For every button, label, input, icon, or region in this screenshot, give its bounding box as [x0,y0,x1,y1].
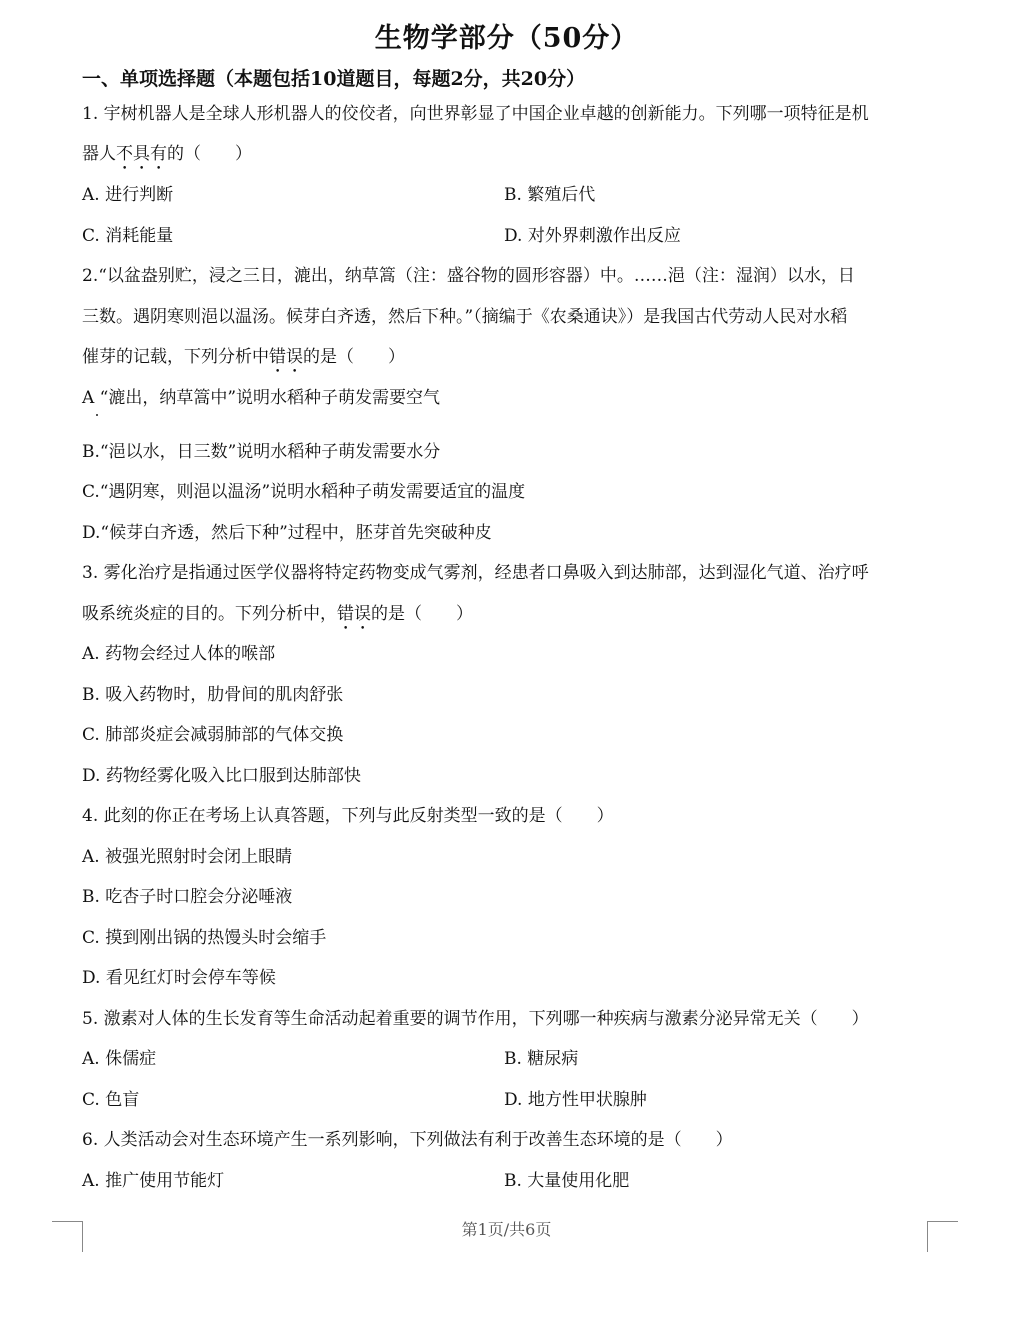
q1-stem-pre: 器人 [82,144,116,164]
section-heading: 一、单项选择题（本题包括10道题目，每题2分，共20分） [82,68,586,90]
q2-stem-line3 [82,345,405,377]
q3-stem-post: 的是（ ） [371,604,473,624]
q3-option-c[interactable]: C. 肺部炎症会减弱肺部的气体交换 [82,725,344,745]
q3-stem-line2 [82,602,473,634]
q1-option-d[interactable]: D. 对外界刺激作出反应 [504,226,681,246]
q2-option-b[interactable]: B.“浥以水，日三数”说明水稻种子萌发需要水分 [82,442,441,462]
q1-option-a[interactable]: A. 进行判断 [82,185,174,205]
q6-option-a[interactable]: A. 推广使用节能灯 [82,1171,225,1191]
q4-option-d[interactable]: D. 看见红灯时会停车等候 [82,968,276,988]
page-number: 第1页/共6页 [461,1220,552,1239]
q4-option-a[interactable]: A. 被强光照射时会闭上眼睛 [82,847,293,867]
q5-option-d[interactable]: D. 地方性甲状腺肿 [504,1090,647,1110]
q3-option-b[interactable]: B. 吸入药物时，肋骨间的肌肉舒张 [82,685,344,705]
q3-option-a[interactable]: A. 药物会经过人体的喉部 [82,644,276,664]
q1-stem-line1: 1. 宇树机器人是全球人形机器人的佼佼者，向世界彰显了中国企业卓越的创新能力。下列哪一项特征是机 [82,104,869,124]
q4-option-c[interactable]: C. 摸到刚出锅的热馒头时会缩手 [82,928,327,948]
q2-stem-post: 的是（ ） [303,347,405,367]
q5-option-a[interactable]: A. 侏儒症 [82,1049,157,1069]
q3-emphasis: 错误 [337,604,371,624]
q6-option-b[interactable]: B. 大量使用化肥 [504,1171,630,1191]
q3-stem-line1: 3. 雾化治疗是指通过医学仪器将特定药物变成气雾剂，经患者口鼻吸入到达肺部，达到湿化气道、治疗呼 [82,563,869,583]
q2-stem-pre: 催芽的记载，下列分析中 [82,347,269,367]
q2-option-d[interactable]: D.“候芽白齐透，然后下种”过程中，胚芽首先突破种皮 [82,523,492,543]
q2-option-a[interactable]: A “漉出，纳草篙中”说明水稻种子萌发需要空气 [82,388,441,408]
q4-option-b[interactable]: B. 吃杏子时口腔会分泌唾液 [82,887,293,907]
q5-option-c[interactable]: C. 色盲 [82,1090,140,1110]
q5-stem-line1: 5. 激素对人体的生长发育等生命活动起着重要的调节作用，下列哪一种疾病与激素分泌异常无关（ ） [82,1009,869,1029]
q1-option-b[interactable]: B. 繁殖后代 [504,185,596,205]
stray-dot-mark [96,414,98,416]
q2-stem-line1: 2.“以盆盎别贮，浸之三日，漉出，纳草篙（注：盛谷物的圆形容器）中。……浥（注：湿润）以水，日 [82,266,855,286]
q2-emphasis: 错误 [269,347,303,367]
q1-stem-line2 [82,142,252,174]
q5-option-b[interactable]: B. 糖尿病 [504,1049,579,1069]
q1-emphasis: 不具有 [116,144,167,164]
q1-stem-post: 的（ ） [167,144,252,164]
page-title: 生物学部分（50分） [374,23,639,54]
q2-option-c[interactable]: C.“遇阴寒，则浥以温汤”说明水稻种子萌发需要适宜的温度 [82,482,526,502]
q3-stem-pre: 吸系统炎症的目的。下列分析中， [82,604,337,624]
q6-stem-line1: 6. 人类活动会对生态环境产生一系列影响，下列做法有利于改善生态环境的是（ ） [82,1130,733,1150]
q1-option-c[interactable]: C. 消耗能量 [82,226,174,246]
q4-stem-line1: 4. 此刻的你正在考场上认真答题，下列与此反射类型一致的是（ ） [82,806,614,826]
q2-stem-line2: 三数。遇阴寒则浥以温汤。候芽白齐透，然后下种。”（摘编于《农桑通诀》）是我国古代劳动人民对水稻 [82,307,848,327]
q3-option-d[interactable]: D. 药物经雾化吸入比口服到达肺部快 [82,766,361,786]
